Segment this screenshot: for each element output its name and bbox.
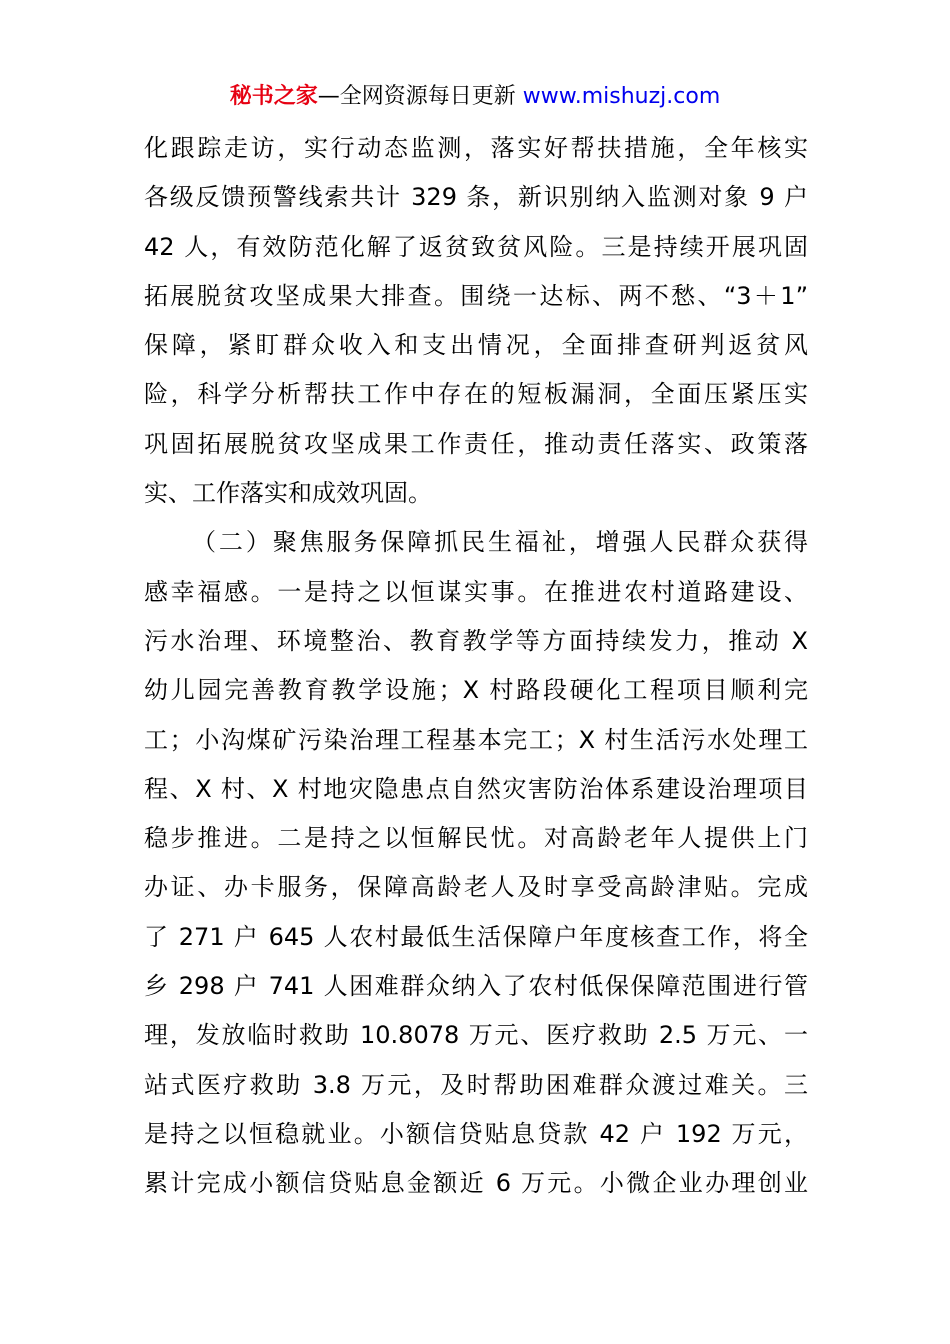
text-line: 累计完成小额信贷贴息金额近 6 万元。小微企业办理创业 bbox=[144, 1169, 808, 1198]
text-line: 化跟踪走访，实行动态监测，落实好帮扶措施，全年核实 bbox=[144, 134, 808, 162]
text-line: 险，科学分析帮扶工作中存在的短板漏洞，全面压紧压实 bbox=[144, 380, 808, 409]
text-line: 幼儿园完善教育教学设施；X 村路段硬化工程项目顺利完 bbox=[144, 676, 808, 705]
text-line: 感幸福感。一是持之以恒谋实事。在推进农村道路建设、 bbox=[144, 577, 808, 606]
section-heading-line: （二）聚焦服务保障抓民生福祉，增强人民群众获得 bbox=[192, 528, 808, 557]
text-line: 稳步推进。二是持之以恒解民忧。对高龄老年人提供上门 bbox=[144, 824, 808, 853]
text-line: 污水治理、环境整治、教育教学等方面持续发力，推动 X bbox=[144, 626, 808, 655]
site-tagline: —全网资源每日更新 bbox=[317, 84, 523, 109]
text-line: 程、X 村、X 村地灾隐患点自然灾害防治体系建设治理项目 bbox=[144, 774, 808, 803]
text-line: 站式医疗救助 3.8 万元，及时帮助困难群众渡过难关。三 bbox=[144, 1070, 808, 1099]
text-line: 42 人，有效防范化解了返贫致贫风险。三是持续开展巩固 bbox=[144, 232, 808, 261]
page-header bbox=[0, 82, 950, 112]
text-line: 办证、办卡服务，保障高龄老人及时享受高龄津贴。完成 bbox=[144, 873, 808, 902]
text-line: 乡 298 户 741 人困难群众纳入了农村低保保障范围进行管 bbox=[144, 972, 808, 1001]
text-line: 各级反馈预警线索共计 329 条，新识别纳入监测对象 9 户 bbox=[144, 183, 808, 212]
text-line: 保障，紧盯群众收入和支出情况，全面排查研判返贫风 bbox=[144, 331, 808, 360]
site-brand: 秘书之家 bbox=[229, 84, 318, 109]
text-line: 理，发放临时救助 10.8078 万元、医疗救助 2.5 万元、一 bbox=[144, 1021, 808, 1050]
document-body bbox=[144, 124, 808, 1209]
text-line: 是持之以恒稳就业。小额信贷贴息贷款 42 户 192 万元， bbox=[144, 1119, 808, 1148]
text-line: 实、工作落实和成效巩固。 bbox=[144, 479, 432, 508]
text-line: 了 271 户 645 人农村最低生活保障户年度核查工作，将全 bbox=[144, 922, 808, 951]
text-line: 工；小沟煤矿污染治理工程基本完工；X 村生活污水处理工 bbox=[144, 725, 808, 754]
text-line: 拓展脱贫攻坚成果大排查。围绕一达标、两不愁、“3＋1” bbox=[144, 281, 808, 310]
text-line: 巩固拓展脱贫攻坚成果工作责任，推动责任落实、政策落 bbox=[144, 429, 808, 458]
site-url-link[interactable]: www.mishuzj.com bbox=[522, 84, 721, 109]
